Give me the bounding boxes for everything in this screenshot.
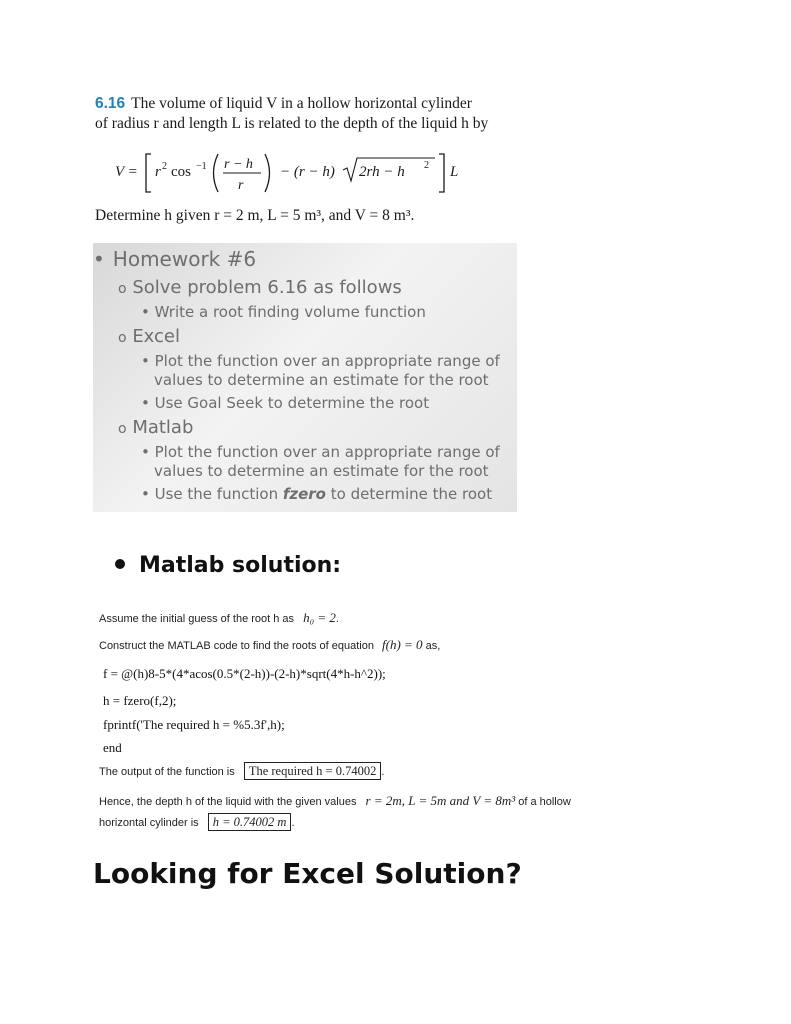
slide-sub-item: • Use the function fzero to determine the root — [141, 485, 493, 503]
svg-text:2: 2 — [424, 160, 429, 171]
output-box: The required h = 0.74002 — [244, 762, 382, 780]
slide-sub-item: • Plot the function over an appropriate range of values to determine an estimate for the root — [141, 443, 500, 480]
slide-sub-item: • Use Goal Seek to determine the root — [141, 394, 430, 412]
slide-item-excel: o Excel — [118, 326, 180, 347]
svg-text:−1: −1 — [196, 161, 207, 172]
given-values: Determine h given r = 2 m, L = 5 m³, and V = 8 m³. — [95, 207, 415, 224]
initial-guess-line: Assume the initial guess of the root h as h₀ = 2. — [99, 610, 339, 625]
slide-title: • Homework #6 — [93, 247, 257, 271]
problem-line-1: 6.16 The volume of liquid V in a hollow horizontal cylinder — [95, 95, 472, 112]
hence-line-2: horizontal cylinder is h = 0.74002 m . — [99, 815, 295, 829]
svg-text:2: 2 — [162, 161, 167, 172]
construct-line: Construct the MATLAB code to find the roots of equation f(h) = 0 as, — [99, 637, 441, 652]
slide-item-solve: o Solve problem 6.16 as follows — [118, 277, 402, 298]
svg-text:L: L — [450, 164, 459, 180]
svg-text:cos: cos — [171, 164, 191, 180]
output-line: The output of the function is The required h = 0.74002 . — [99, 764, 385, 778]
excel-solution-heading: Looking for Excel Solution? — [93, 857, 522, 890]
matlab-code-line-2: h = fzero(f,2); — [103, 693, 177, 708]
problem-line-2: of radius r and length L is related to the depth of the liquid h by — [95, 115, 489, 132]
matlab-solution-heading: Matlab solution: — [115, 553, 341, 578]
slide-sub-item: • Write a root finding volume function — [141, 303, 426, 321]
hence-line: Hence, the depth h of the liquid with the given values r = 2m, L = 5m and V = 8m³ of a hollow — [99, 793, 571, 808]
svg-text:2rh − h: 2rh − h — [359, 164, 405, 180]
volume-formula — [115, 148, 535, 196]
problem-number: 6.16 — [95, 95, 126, 112]
answer-box: h = 0.74002 m — [208, 813, 292, 831]
problem-statement — [95, 94, 535, 134]
formula-lhs: V = — [115, 164, 138, 180]
matlab-code-line-4: end — [103, 740, 122, 755]
bullet-icon — [115, 559, 125, 569]
svg-text:r: r — [155, 164, 161, 180]
svg-text:r: r — [238, 178, 244, 193]
matlab-code-line-3: fprintf('The required h = %5.3f',h); — [103, 717, 285, 732]
svg-text:r − h: r − h — [224, 157, 253, 172]
svg-text:− (r − h): − (r − h) — [280, 164, 335, 180]
homework-slide — [93, 243, 517, 512]
slide-sub-item: • Plot the function over an appropriate range of values to determine an estimate for the root — [141, 352, 500, 389]
slide-item-matlab: o Matlab — [118, 417, 194, 438]
matlab-code-line-1: f = @(h)8-5*(4*acos(0.5*(2-h))-(2-h)*sqrt(4*h-h^2)); — [103, 666, 386, 681]
